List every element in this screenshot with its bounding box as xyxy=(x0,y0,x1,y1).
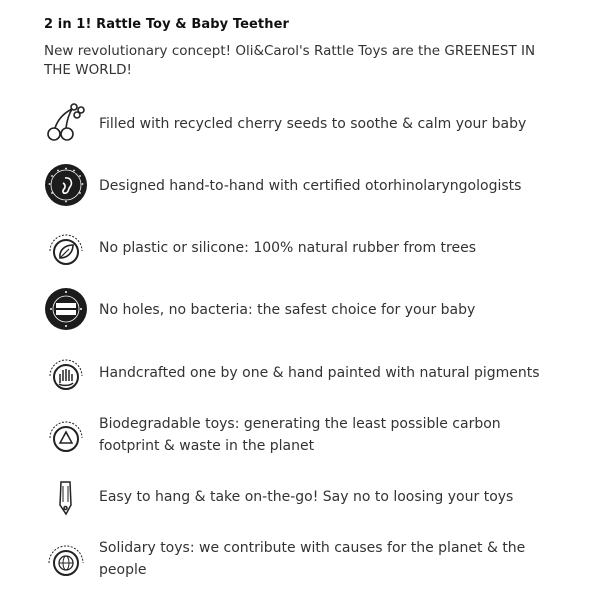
cherry-icon xyxy=(44,101,88,145)
ent-seal-icon xyxy=(44,163,88,207)
feature-item xyxy=(44,472,564,522)
feature-text: Handcrafted one by one & hand painted with natural pigments xyxy=(99,365,540,381)
product-intro: New revolutionary concept! Oli&Carol's Rattle Toys are the GREENEST IN THE WORLD! xyxy=(44,43,536,78)
feature-item xyxy=(44,410,564,460)
feature-item xyxy=(44,348,564,398)
eco-friendly-icon xyxy=(44,412,88,456)
feature-text: Filled with recycled cherry seeds to soothe & calm your baby xyxy=(99,116,527,132)
feature-item xyxy=(44,161,564,211)
feature-item xyxy=(44,99,564,149)
feature-item xyxy=(44,534,564,584)
feature-text: Biodegradable toys: generating the least possible carbon footprint & waste in the planet xyxy=(99,416,501,454)
feature-item xyxy=(44,285,564,335)
socially-responsible-icon xyxy=(44,536,88,580)
feature-text: Designed hand-to-hand with certified otorhinolaryngologists xyxy=(99,178,522,194)
product-title: 2 in 1! Rattle Toy & Baby Teether xyxy=(44,17,290,32)
feature-text: Easy to hang & take on-the-go! Say no to loosing your toys xyxy=(99,489,514,505)
hand-made-icon xyxy=(44,350,88,394)
natural-rubber-icon xyxy=(44,225,88,269)
feature-item xyxy=(44,223,564,273)
feature-text: Solidary toys: we contribute with causes for the planet & the people xyxy=(99,540,526,578)
feature-text: No holes, no bacteria: the safest choice for your baby xyxy=(99,302,476,318)
feature-text: No plastic or silicone: 100% natural rubber from trees xyxy=(99,240,476,256)
mold-free-icon xyxy=(44,287,88,331)
carabiner-icon xyxy=(44,474,88,518)
